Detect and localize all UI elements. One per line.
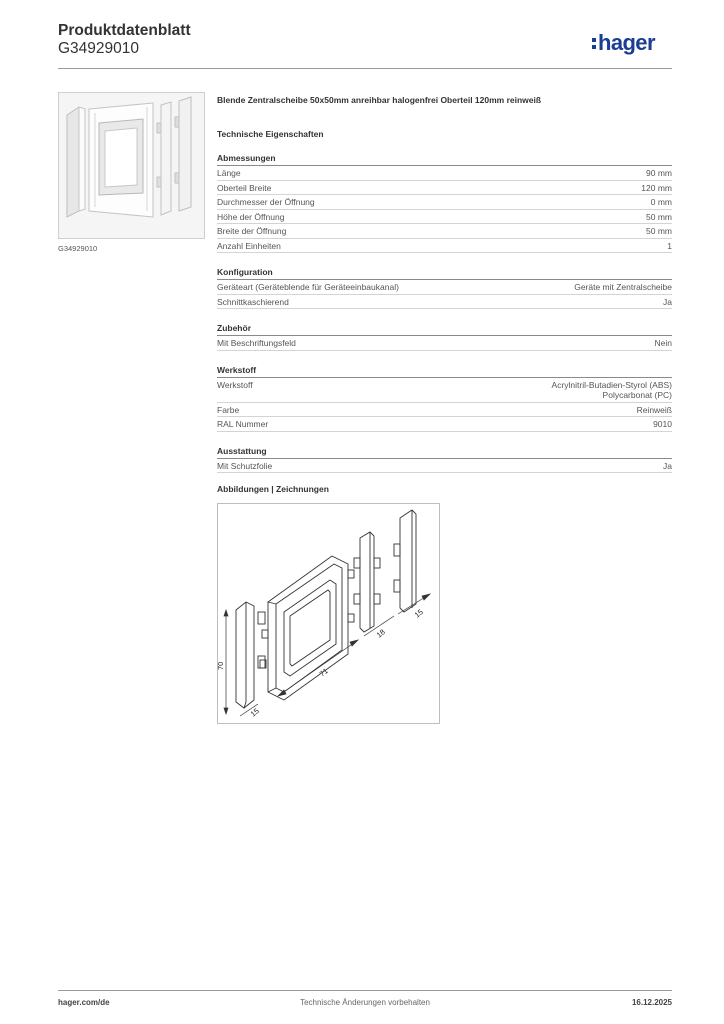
property-label: Länge xyxy=(217,168,241,178)
property-value xyxy=(651,197,672,208)
property-group xyxy=(217,267,672,309)
property-label: Oberteil Breite xyxy=(217,182,272,193)
property-group-title: Ausstattung xyxy=(217,446,672,459)
dimension-label-depth: 15 xyxy=(248,706,261,719)
property-group xyxy=(217,323,672,351)
property-value xyxy=(641,183,672,194)
property-row xyxy=(217,417,672,432)
header-divider xyxy=(58,68,672,69)
document-title: Produktdatenblatt xyxy=(58,22,191,39)
logo-wordmark: hager xyxy=(598,30,655,55)
property-row xyxy=(217,459,672,474)
property-value xyxy=(653,419,672,430)
property-value xyxy=(637,405,672,416)
property-value-line: 50 mm xyxy=(646,211,672,222)
property-group xyxy=(217,365,672,432)
property-value-line: 120 mm xyxy=(641,182,672,193)
property-label: Anzahl Einheiten xyxy=(217,240,281,251)
property-row xyxy=(217,181,672,196)
property-label: Mit Beschriftungsfeld xyxy=(217,338,296,348)
property-value-line: Ja xyxy=(663,296,672,307)
dimension-label-width: 71 xyxy=(317,666,330,679)
property-group-title: Zubehör xyxy=(217,323,672,336)
property-value-line: 50 mm xyxy=(646,226,672,236)
property-value xyxy=(663,297,672,308)
property-value-line: Ja xyxy=(663,460,672,471)
product-image xyxy=(58,92,205,239)
product-photo-illustration xyxy=(59,93,204,238)
property-value-line: Geräte mit Zentralscheibe xyxy=(574,282,672,292)
property-value-line: 0 mm xyxy=(650,197,672,207)
property-row xyxy=(217,295,672,310)
property-group xyxy=(217,446,672,474)
property-row xyxy=(217,166,672,181)
product-image-caption: G34929010 xyxy=(58,244,98,253)
product-title: Blende Zentralscheibe 50x50mm anreihbar halogenfrei Oberteil 120mm reinweiß xyxy=(217,95,542,105)
property-value xyxy=(646,212,672,223)
property-label: Geräteart (Geräteblende für Geräteeinbaukanal) xyxy=(217,282,399,292)
dimension-label-height: 70 xyxy=(216,661,225,670)
property-label: Mit Schutzfolie xyxy=(217,460,273,471)
property-value xyxy=(646,168,672,179)
document-number: G34929010 xyxy=(58,40,140,57)
footer-disclaimer: Technische Änderungen vorbehalten xyxy=(300,998,430,1007)
property-row xyxy=(217,378,672,403)
property-value xyxy=(574,282,672,293)
property-value xyxy=(667,241,672,252)
property-row xyxy=(217,224,672,239)
dimension-label-right: 15 xyxy=(412,607,425,620)
dimension-drawing xyxy=(218,504,439,723)
property-label: Breite der Öffnung xyxy=(217,226,287,236)
property-row xyxy=(217,336,672,351)
property-group-title: Abmessungen xyxy=(217,153,672,166)
property-value xyxy=(552,380,672,401)
hager-logo xyxy=(590,28,672,58)
page-footer xyxy=(58,998,672,1010)
property-group xyxy=(217,153,672,253)
property-row xyxy=(217,210,672,225)
property-row xyxy=(217,239,672,254)
property-value-line: Nein xyxy=(654,338,672,348)
property-groups xyxy=(217,153,672,473)
property-label: Höhe der Öffnung xyxy=(217,211,285,222)
product-details xyxy=(217,94,672,473)
property-label: Durchmesser der Öffnung xyxy=(217,197,315,207)
property-value-line: 9010 xyxy=(653,419,672,429)
footer-website: hager.com/de xyxy=(58,998,110,1007)
property-group-title: Konfiguration xyxy=(217,267,672,280)
footer-date: 16.12.2025 xyxy=(631,998,672,1007)
property-label: Farbe xyxy=(217,404,240,415)
property-value-line: 1 xyxy=(667,240,672,251)
property-value xyxy=(655,338,672,349)
property-label: Schnittkaschierend xyxy=(217,296,289,307)
dimension-label-middle: 18 xyxy=(374,627,387,640)
page-header xyxy=(58,22,672,68)
property-label: Werkstoff xyxy=(217,379,253,390)
property-value xyxy=(646,226,672,237)
technical-properties-heading: Technische Eigenschaften xyxy=(217,129,324,139)
property-label: RAL Nummer xyxy=(217,419,269,429)
property-value-line: 90 mm xyxy=(646,168,672,178)
property-value xyxy=(663,461,672,472)
property-value-line: Polycarbonat (PC) xyxy=(602,390,672,400)
footer-divider xyxy=(58,990,672,991)
property-row xyxy=(217,280,672,295)
property-group-title: Werkstoff xyxy=(217,365,672,378)
property-row xyxy=(217,403,672,418)
property-value-line: Reinweiß xyxy=(636,404,672,415)
technical-drawing xyxy=(217,503,440,724)
property-row xyxy=(217,195,672,210)
property-value-line: Acrylnitril-Butadien-Styrol (ABS) xyxy=(551,379,672,390)
drawings-heading: Abbildungen | Zeichnungen xyxy=(217,484,329,494)
